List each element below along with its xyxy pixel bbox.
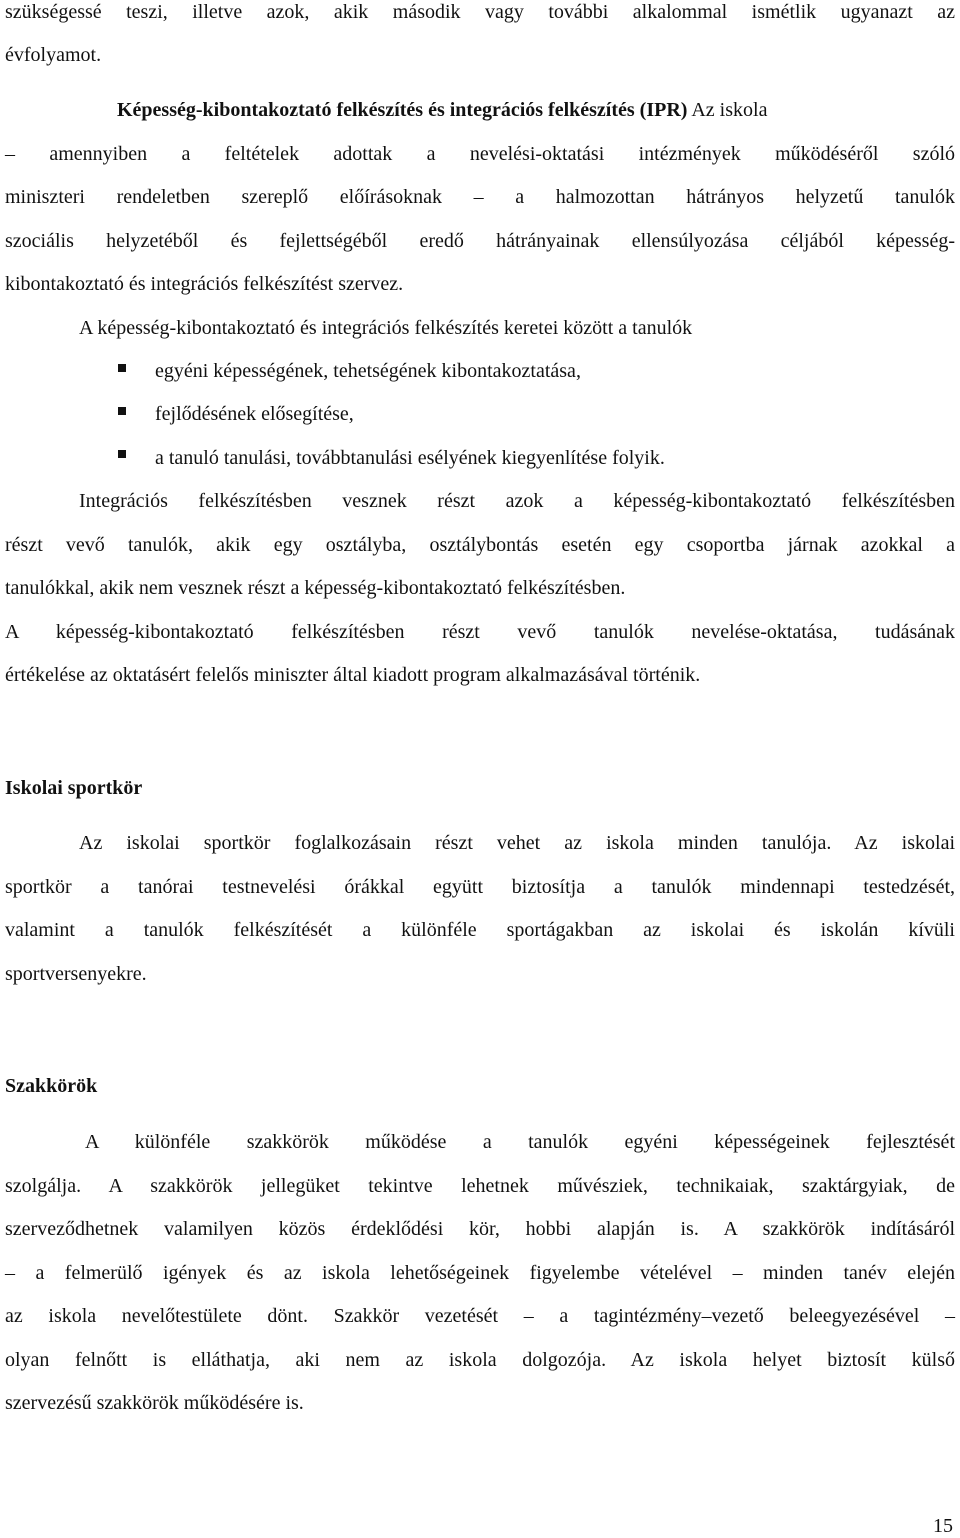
- section-heading: Szakkörök: [5, 1075, 98, 1097]
- bullet-icon: [118, 407, 126, 415]
- paragraph-line: szükségessé teszi, illetve azok, akik második vagy további alkalommal ismétlik ugyanazt az: [5, 1, 955, 23]
- paragraph-line: sportkör a tanórai testnevelési órákkal együtt biztosítja a tanulók mindennapi testedzését,: [5, 876, 955, 898]
- paragraph-line: értékelése az oktatásért felelős miniszter által kiadott program alkalmazásával történik.: [5, 664, 701, 686]
- paragraph-line: Integrációs felkészítésben vesznek részt azok a képesség-kibontakoztató felkészítésben: [79, 490, 955, 512]
- paragraph-line: szervezésű szakkörök működésére is.: [5, 1392, 304, 1414]
- page-number: 15: [933, 1515, 953, 1537]
- paragraph-line: szolgálja. A szakkörök jellegüket tekintve lehetnek művésziek, technikaiak, szaktárgyiak, de: [5, 1175, 955, 1197]
- list-item: fejlődésének elősegítése,: [155, 403, 354, 425]
- paragraph-line: olyan felnőtt is elláthatja, aki nem az iskola dolgozója. Az iskola helyet biztosít külső: [5, 1349, 955, 1371]
- paragraph-line: miniszteri rendeletben szereplő előírásoknak – a halmozottan hátrányos helyzetű tanulók: [5, 186, 955, 208]
- list-item: egyéni képességének, tehetségének kibontakoztatása,: [155, 360, 581, 382]
- paragraph-line: kibontakoztató és integrációs felkészítést szervez.: [5, 273, 404, 295]
- paragraph-line: – amennyiben a feltételek adottak a nevelési-oktatási intézmények működéséről szóló: [5, 143, 955, 165]
- list-item: a tanuló tanulási, továbbtanulási esélyének kiegyenlítése folyik.: [155, 447, 665, 469]
- paragraph-line: részt vevő tanulók, akik egy osztályba, osztálybontás esetén egy csoportba járnak azokkal a: [5, 534, 955, 556]
- bullet-icon: [118, 450, 126, 458]
- paragraph-line: A képesség-kibontakoztató és integrációs felkészítés keretei között a tanulók: [79, 317, 693, 339]
- paragraph-line: valamint a tanulók felkészítését a különféle sportágakban az iskolai és iskolán kívüli: [5, 919, 955, 941]
- paragraph-line: tanulókkal, akik nem vesznek részt a képesség-kibontakoztató felkészítésben.: [5, 577, 626, 599]
- paragraph-line: szerveződhetnek valamilyen közös érdeklődési kör, hobbi alapján is. A szakkörök indításáról: [5, 1218, 955, 1240]
- paragraph-line: az iskola nevelőtestülete dönt. Szakkör vezetését – a tagintézmény–vezető beleegyezésével –: [5, 1305, 955, 1327]
- paragraph-line: A különféle szakkörök működése a tanulók egyéni képességeinek fejlesztését: [85, 1131, 955, 1153]
- paragraph-line: – a felmerülő igények és az iskola lehetőségeinek figyelembe vételével – minden tanév elején: [5, 1262, 955, 1284]
- bullet-icon: [118, 364, 126, 372]
- paragraph-line: szociális helyzetéből és fejlettségéből eredő hátrányainak ellensúlyozása céljából képesség-: [5, 230, 955, 252]
- paragraph-line: évfolyamot.: [5, 44, 102, 66]
- paragraph-line: sportversenyekre.: [5, 963, 147, 985]
- paragraph-line: Képesség-kibontakoztató felkészítés és integrációs felkészítés (IPR) Az iskola: [117, 99, 768, 121]
- ipr-heading: Képesség-kibontakoztató felkészítés és integrációs felkészítés (IPR): [117, 99, 688, 121]
- paragraph-line: A képesség-kibontakoztató felkészítésben részt vevő tanulók nevelése-oktatása, tudásának: [5, 621, 955, 643]
- paragraph-line: Az iskolai sportkör foglalkozásain részt vehet az iskola minden tanulója. Az iskolai: [79, 832, 955, 854]
- section-heading: Iskolai sportkör: [5, 777, 143, 799]
